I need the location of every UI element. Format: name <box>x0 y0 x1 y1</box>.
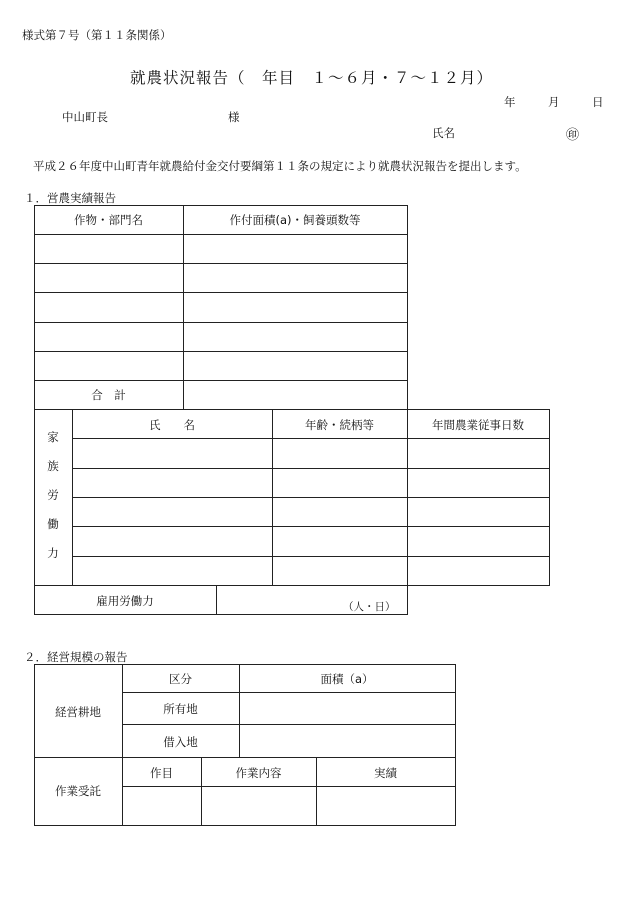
seal-mark: ㊞ <box>566 128 580 143</box>
col-header-age: 年齢・続柄等 <box>305 418 374 432</box>
col-header-land-area: 面積（a） <box>320 672 374 686</box>
hired-labor-unit: （人・日） <box>343 601 396 613</box>
col-header-item: 作目 <box>150 766 173 780</box>
col-header-work-content: 作業内容 <box>235 766 282 780</box>
leased-land-label: 借入地 <box>163 735 198 749</box>
col-header-area: 作付面積(a)・飼養頭数等 <box>229 213 361 227</box>
col-header-category: 区分 <box>169 672 192 686</box>
family-labor-label: 家 族 労 働 力 <box>47 430 59 560</box>
hired-labor-label: 雇用労働力 <box>96 594 154 608</box>
date-year: 年 <box>504 95 516 109</box>
form-number: 様式第７号（第１１条関係） <box>22 28 172 42</box>
col-header-crop: 作物・部門名 <box>74 213 143 227</box>
date-day: 日 <box>592 95 604 109</box>
managed-land-label: 経営耕地 <box>55 705 101 719</box>
honorific: 様 <box>228 110 240 124</box>
col-header-result: 実績 <box>374 766 397 780</box>
col-header-name: 氏 名 <box>149 418 195 432</box>
col-header-days: 年間農業従事日数 <box>432 418 524 432</box>
addressee: 中山町長 <box>62 110 108 124</box>
owned-land-label: 所有地 <box>163 702 198 716</box>
name-label: 氏名 <box>432 126 455 140</box>
total-label: 合 計 <box>91 388 126 402</box>
intro-text: 平成２６年度中山町青年就農給付金交付要綱第１１条の規定により就農状況報告を提出します。 <box>33 159 527 173</box>
page-title: 就農状況報告（ 年目 １～６月・７～１２月） <box>130 69 494 87</box>
section2-heading: ２．経営規模の報告 <box>24 650 128 664</box>
contract-work-label: 作業受託 <box>55 784 101 798</box>
date-month: 月 <box>548 95 560 109</box>
section1-heading: １．営農実績報告 <box>24 191 116 205</box>
